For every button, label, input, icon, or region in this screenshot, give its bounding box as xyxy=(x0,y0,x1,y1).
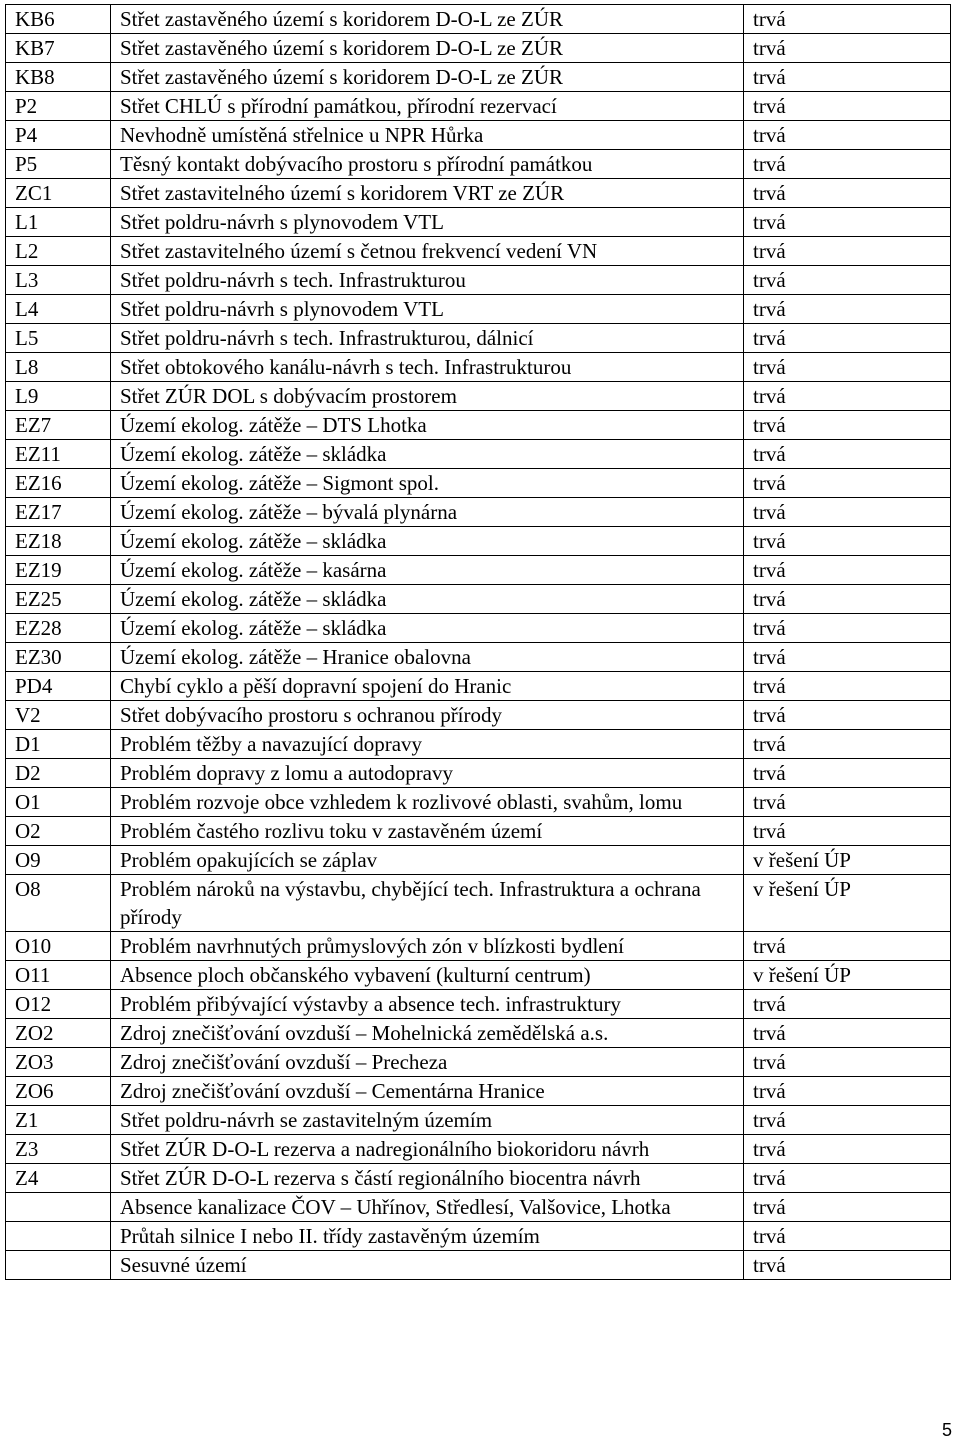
row-code: EZ25 xyxy=(6,585,111,614)
table-row xyxy=(6,208,951,237)
row-status: trvá xyxy=(744,701,951,730)
row-code: PD4 xyxy=(6,672,111,701)
table-row xyxy=(6,643,951,672)
row-status: trvá xyxy=(744,5,951,34)
row-description: Chybí cyklo a pěší dopravní spojení do Hranic xyxy=(111,672,744,701)
table-row xyxy=(6,411,951,440)
row-description: Střet ZÚR D-O-L rezerva a nadregionálního biokoridoru návrh xyxy=(111,1135,744,1164)
table-row xyxy=(6,469,951,498)
table-row xyxy=(6,817,951,846)
row-description: Nevhodně umístěná střelnice u NPR Hůrka xyxy=(111,121,744,150)
row-status: trvá xyxy=(744,932,951,961)
table-row xyxy=(6,353,951,382)
row-description: Území ekolog. zátěže – kasárna xyxy=(111,556,744,585)
row-code: O1 xyxy=(6,788,111,817)
row-status: trvá xyxy=(744,266,951,295)
row-status: trvá xyxy=(744,1193,951,1222)
row-status: trvá xyxy=(744,469,951,498)
table-row xyxy=(6,266,951,295)
row-description: Sesuvné území xyxy=(111,1251,744,1280)
row-description: Zdroj znečišťování ovzduší – Mohelnická zemědělská a.s. xyxy=(111,1019,744,1048)
row-code xyxy=(6,1222,111,1251)
row-description: Střet CHLÚ s přírodní památkou, přírodní rezervací xyxy=(111,92,744,121)
row-code: ZO3 xyxy=(6,1048,111,1077)
table-row xyxy=(6,556,951,585)
row-description: Střet zastavitelného území s koridorem VRT ze ZÚR xyxy=(111,179,744,208)
row-description: Území ekolog. zátěže – skládka xyxy=(111,440,744,469)
row-description: Střet ZÚR D-O-L rezerva s částí regionálního biocentra návrh xyxy=(111,1164,744,1193)
page-number: 5 xyxy=(941,1420,952,1440)
row-code: EZ18 xyxy=(6,527,111,556)
row-code: L3 xyxy=(6,266,111,295)
row-status: trvá xyxy=(744,92,951,121)
table-row xyxy=(6,1164,951,1193)
row-code: L9 xyxy=(6,382,111,411)
row-status: trvá xyxy=(744,440,951,469)
table-row xyxy=(6,1193,951,1222)
row-code: Z1 xyxy=(6,1106,111,1135)
row-code: L8 xyxy=(6,353,111,382)
row-code: EZ17 xyxy=(6,498,111,527)
table-row xyxy=(6,92,951,121)
row-description: Střet ZÚR DOL s dobývacím prostorem xyxy=(111,382,744,411)
row-description: Problém nároků na výstavbu, chybějící tech. Infrastruktura a ochrana přírody xyxy=(111,875,744,932)
row-description: Střet poldru-návrh s plynovodem VTL xyxy=(111,295,744,324)
row-status: trvá xyxy=(744,1251,951,1280)
row-description: Střet zastavitelného území s četnou frekvencí vedení VN xyxy=(111,237,744,266)
table-row xyxy=(6,759,951,788)
table-row xyxy=(6,875,951,932)
row-status: trvá xyxy=(744,498,951,527)
row-description: Problém těžby a navazující dopravy xyxy=(111,730,744,759)
table-row xyxy=(6,1019,951,1048)
table-row xyxy=(6,1135,951,1164)
row-description: Problém dopravy z lomu a autodopravy xyxy=(111,759,744,788)
table-row xyxy=(6,932,951,961)
row-status: trvá xyxy=(744,643,951,672)
table-row xyxy=(6,440,951,469)
row-description: Problém přibývající výstavby a absence tech. infrastruktury xyxy=(111,990,744,1019)
table-row xyxy=(6,1251,951,1280)
row-code: L1 xyxy=(6,208,111,237)
row-status: trvá xyxy=(744,759,951,788)
table-row xyxy=(6,961,951,990)
row-code: KB8 xyxy=(6,63,111,92)
row-description: Území ekolog. zátěže – skládka xyxy=(111,614,744,643)
row-status: v řešení ÚP xyxy=(744,961,951,990)
row-status: v řešení ÚP xyxy=(744,846,951,875)
row-code: O2 xyxy=(6,817,111,846)
row-description: Území ekolog. zátěže – bývalá plynárna xyxy=(111,498,744,527)
row-status: trvá xyxy=(744,1019,951,1048)
row-status: trvá xyxy=(744,1135,951,1164)
table-row xyxy=(6,846,951,875)
row-code: ZO2 xyxy=(6,1019,111,1048)
row-code: ZC1 xyxy=(6,179,111,208)
table-row xyxy=(6,1106,951,1135)
row-description: Území ekolog. zátěže – skládka xyxy=(111,585,744,614)
row-status: trvá xyxy=(744,1048,951,1077)
row-status: v řešení ÚP xyxy=(744,875,951,932)
row-status: trvá xyxy=(744,324,951,353)
row-code: KB7 xyxy=(6,34,111,63)
table-row xyxy=(6,614,951,643)
row-status: trvá xyxy=(744,121,951,150)
row-code: O12 xyxy=(6,990,111,1019)
row-code: O8 xyxy=(6,875,111,932)
row-status: trvá xyxy=(744,1077,951,1106)
row-code: Z4 xyxy=(6,1164,111,1193)
row-status: trvá xyxy=(744,295,951,324)
row-code: L4 xyxy=(6,295,111,324)
row-code: EZ11 xyxy=(6,440,111,469)
row-description: Zdroj znečišťování ovzduší – Cementárna Hranice xyxy=(111,1077,744,1106)
row-code: O10 xyxy=(6,932,111,961)
row-description: Střet dobývacího prostoru s ochranou přírody xyxy=(111,701,744,730)
row-description: Střet poldru-návrh s tech. Infrastrukturou xyxy=(111,266,744,295)
row-description: Střet poldru-návrh s plynovodem VTL xyxy=(111,208,744,237)
row-code: P5 xyxy=(6,150,111,179)
row-code xyxy=(6,1251,111,1280)
row-status: trvá xyxy=(744,788,951,817)
row-status: trvá xyxy=(744,1164,951,1193)
row-description: Střet poldru-návrh s tech. Infrastrukturou, dálnicí xyxy=(111,324,744,353)
row-status: trvá xyxy=(744,208,951,237)
row-description: Problém častého rozlivu toku v zastavěném území xyxy=(111,817,744,846)
row-description: Problém navrhnutých průmyslových zón v blízkosti bydlení xyxy=(111,932,744,961)
row-description: Území ekolog. zátěže – DTS Lhotka xyxy=(111,411,744,440)
row-code: P2 xyxy=(6,92,111,121)
row-description: Zdroj znečišťování ovzduší – Precheza xyxy=(111,1048,744,1077)
problems-table xyxy=(5,4,951,1280)
table-row xyxy=(6,324,951,353)
row-code: L2 xyxy=(6,237,111,266)
row-code: D2 xyxy=(6,759,111,788)
row-code: V2 xyxy=(6,701,111,730)
table-row xyxy=(6,179,951,208)
row-code xyxy=(6,1193,111,1222)
table-row xyxy=(6,990,951,1019)
table-row xyxy=(6,788,951,817)
row-description: Problém rozvoje obce vzhledem k rozlivové oblasti, svahům, lomu xyxy=(111,788,744,817)
problems-table-body xyxy=(6,5,951,1280)
row-code: EZ16 xyxy=(6,469,111,498)
row-description: Střet zastavěného území s koridorem D-O-L ze ZÚR xyxy=(111,63,744,92)
row-code: KB6 xyxy=(6,5,111,34)
row-description: Území ekolog. zátěže – skládka xyxy=(111,527,744,556)
table-row xyxy=(6,1048,951,1077)
row-status: trvá xyxy=(744,411,951,440)
row-status: trvá xyxy=(744,585,951,614)
table-row xyxy=(6,1077,951,1106)
row-description: Střet obtokového kanálu-návrh s tech. Infrastrukturou xyxy=(111,353,744,382)
table-row xyxy=(6,150,951,179)
row-code: ZO6 xyxy=(6,1077,111,1106)
table-row xyxy=(6,237,951,266)
table-row xyxy=(6,295,951,324)
row-status: trvá xyxy=(744,1106,951,1135)
table-row xyxy=(6,701,951,730)
row-status: trvá xyxy=(744,237,951,266)
row-status: trvá xyxy=(744,382,951,411)
row-description: Území ekolog. zátěže – Sigmont spol. xyxy=(111,469,744,498)
row-code: Z3 xyxy=(6,1135,111,1164)
row-description: Území ekolog. zátěže – Hranice obalovna xyxy=(111,643,744,672)
row-code: EZ19 xyxy=(6,556,111,585)
row-status: trvá xyxy=(744,614,951,643)
table-row xyxy=(6,672,951,701)
row-description: Střet zastavěného území s koridorem D-O-L ze ZÚR xyxy=(111,34,744,63)
row-code: EZ7 xyxy=(6,411,111,440)
row-code: D1 xyxy=(6,730,111,759)
table-row xyxy=(6,730,951,759)
row-status: trvá xyxy=(744,730,951,759)
row-status: trvá xyxy=(744,1222,951,1251)
row-description: Absence ploch občanského vybavení (kulturní centrum) xyxy=(111,961,744,990)
row-status: trvá xyxy=(744,179,951,208)
row-description: Problém opakujících se záplav xyxy=(111,846,744,875)
table-row xyxy=(6,527,951,556)
row-status: trvá xyxy=(744,353,951,382)
row-code: L5 xyxy=(6,324,111,353)
row-description: Střet poldru-návrh se zastavitelným územím xyxy=(111,1106,744,1135)
row-code: EZ30 xyxy=(6,643,111,672)
row-description: Průtah silnice I nebo II. třídy zastavěným územím xyxy=(111,1222,744,1251)
table-row xyxy=(6,5,951,34)
row-status: trvá xyxy=(744,63,951,92)
row-status: trvá xyxy=(744,34,951,63)
row-status: trvá xyxy=(744,527,951,556)
row-code: O11 xyxy=(6,961,111,990)
row-code: P4 xyxy=(6,121,111,150)
row-status: trvá xyxy=(744,990,951,1019)
table-row xyxy=(6,63,951,92)
row-status: trvá xyxy=(744,817,951,846)
row-code: O9 xyxy=(6,846,111,875)
table-row xyxy=(6,382,951,411)
row-status: trvá xyxy=(744,672,951,701)
row-code: EZ28 xyxy=(6,614,111,643)
row-description: Těsný kontakt dobývacího prostoru s přírodní památkou xyxy=(111,150,744,179)
table-row xyxy=(6,1222,951,1251)
row-status: trvá xyxy=(744,150,951,179)
table-row xyxy=(6,34,951,63)
table-row xyxy=(6,498,951,527)
row-status: trvá xyxy=(744,556,951,585)
table-row xyxy=(6,121,951,150)
row-description: Absence kanalizace ČOV – Uhřínov, Středlesí, Valšovice, Lhotka xyxy=(111,1193,744,1222)
row-description: Střet zastavěného území s koridorem D-O-L ze ZÚR xyxy=(111,5,744,34)
table-row xyxy=(6,585,951,614)
